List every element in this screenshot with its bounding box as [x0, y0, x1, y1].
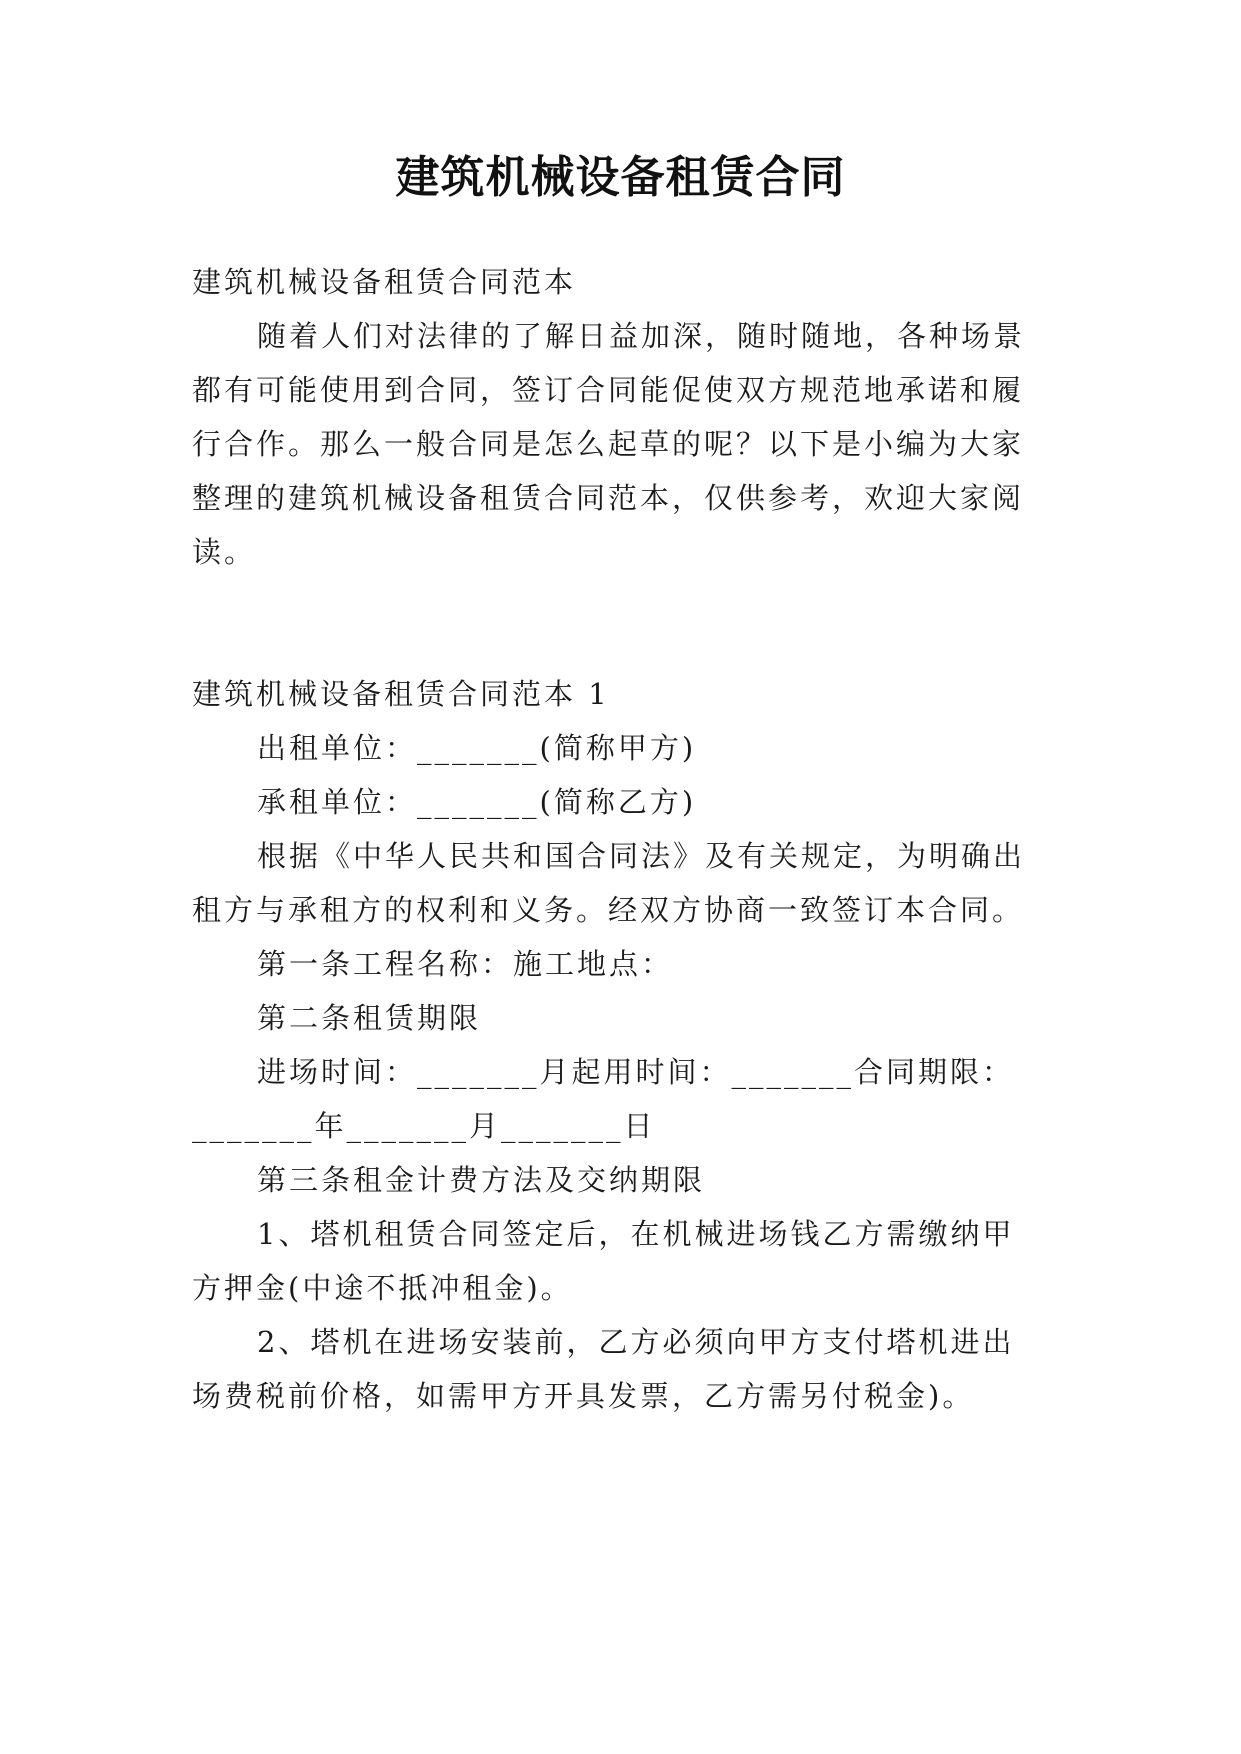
clause-2-line: 2、塔机在进场安装前，乙方必须向甲方支付塔机进出: [257, 1325, 1015, 1359]
document-subtitle: 建筑机械设备租赁合同范本: [192, 265, 577, 299]
intro-line: 行合作。那么一般合同是怎么起草的呢？以下是小编为大家: [192, 427, 1025, 461]
article-1: 第一条工程名称：施工地点：: [257, 947, 674, 981]
basis-line: 租方与承租方的权利和义务。经双方协商一致签订本合同。: [192, 893, 1025, 927]
lessor-line: 出租单位：_______(简称甲方): [257, 731, 697, 765]
clause-2-line: 场费税前价格，如需甲方开具发票，乙方需另付税金)。: [192, 1379, 975, 1413]
article-2: 第二条租赁期限: [257, 1001, 482, 1035]
basis-line: 根据《中华人民共和国合同法》及有关规定，为明确出: [257, 839, 1026, 873]
document-title: 建筑机械设备租赁合同: [395, 152, 846, 203]
intro-line: 都有可能使用到合同，签订合同能促使双方规范地承诺和履: [192, 373, 1025, 407]
clause-1-line: 1、塔机租赁合同签定后，在机械进场钱乙方需缴纳甲: [257, 1217, 1015, 1251]
clause-1-line: 方押金(中途不抵冲租金)。: [192, 1271, 573, 1305]
period-line: _______年_______月_______日: [192, 1109, 656, 1143]
article-3: 第三条租金计费方法及交纳期限: [257, 1163, 706, 1197]
lessee-line: 承租单位：_______(简称乙方): [257, 785, 697, 819]
intro-line: 整理的建筑机械设备租赁合同范本，仅供参考，欢迎大家阅: [192, 481, 1025, 515]
intro-line: 随着人们对法律的了解日益加深，随时随地，各种场景: [257, 319, 1026, 353]
intro-line: 读。: [192, 535, 257, 569]
section-title: 建筑机械设备租赁合同范本 1: [192, 677, 610, 711]
period-line: 进场时间：_______月起用时间：_______合同期限：: [257, 1055, 1015, 1089]
